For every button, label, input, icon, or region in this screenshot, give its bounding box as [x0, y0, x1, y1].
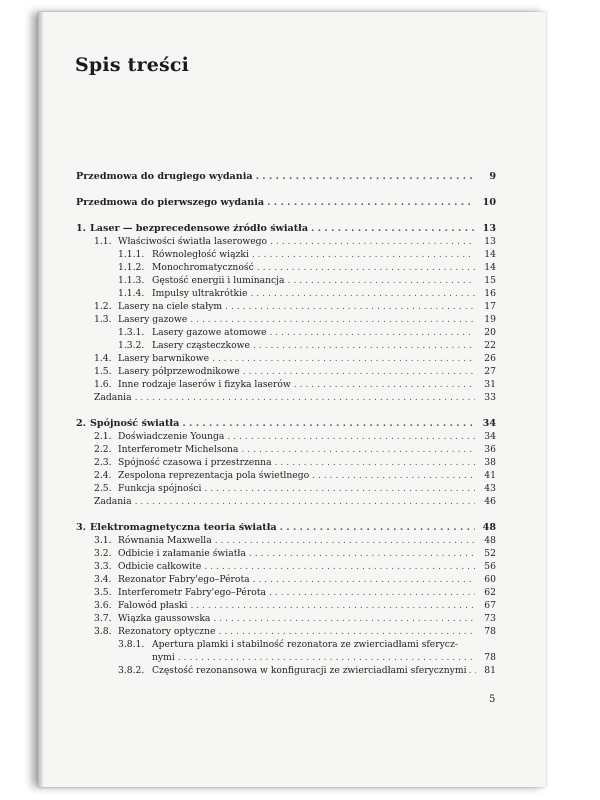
toc-entry-label: Doświadczenie Younga — [118, 431, 225, 442]
toc-entry-number: 1.1.3. — [118, 275, 145, 286]
toc-entry-number: 2.2. — [94, 444, 112, 455]
toc-exercises — [76, 495, 496, 508]
toc-entry-label: Rezonatory optyczne — [118, 626, 216, 637]
toc-entry-label: Lasery półprzewodnikowe — [118, 366, 240, 377]
toc-entry-page: 16 — [484, 288, 496, 299]
toc-entry-page: 38 — [484, 457, 496, 468]
toc-section — [76, 482, 496, 495]
toc-entry-number: 1.3.1. — [118, 327, 145, 338]
toc-entry-page: 62 — [484, 587, 496, 598]
toc-entry-page: 73 — [484, 613, 496, 624]
table-of-contents — [76, 170, 496, 677]
toc-subsection — [76, 664, 496, 677]
toc-entry-label: Gęstość energii i luminancja — [152, 275, 285, 286]
toc-entry-page: 36 — [484, 444, 496, 455]
toc-entry-page: 20 — [484, 327, 496, 338]
toc-section — [76, 573, 496, 586]
toc-subsection — [76, 339, 496, 352]
toc-entry-label: Elektromagnetyczna teoria światła — [90, 522, 277, 533]
toc-subsection — [76, 326, 496, 339]
toc-entry-label: Przedmowa do pierwszego wydania — [76, 197, 265, 208]
toc-entry-page: 78 — [484, 652, 496, 663]
toc-subsection — [76, 287, 496, 300]
toc-entry-number: 3.4. — [94, 574, 112, 585]
toc-entry-number: 1.6. — [94, 379, 112, 390]
toc-entry-label: Interferometr Fabry'ego–Pérota — [118, 587, 266, 598]
toc-entry-page: 10 — [482, 197, 496, 208]
toc-entry-label: Laser — bezprecedensowe źródło światła — [90, 223, 309, 234]
toc-entry-label: Lasery barwnikowe — [118, 353, 210, 364]
toc-entry-number: 2.3. — [94, 457, 112, 468]
toc-section — [76, 443, 496, 456]
toc-entry-page: 13 — [484, 236, 496, 247]
toc-entry-page: 46 — [484, 496, 496, 507]
toc-entry-page: 78 — [484, 626, 496, 637]
toc-entry-number: 1.1. — [94, 236, 112, 247]
toc-entry-label: Równoległość wiązki — [152, 249, 249, 260]
toc-entry-page: 31 — [484, 379, 496, 390]
toc-entry-label: Odbicie i załamanie światła — [118, 548, 246, 559]
toc-entry-number: 1.5. — [94, 366, 112, 377]
toc-entry-page: 22 — [484, 340, 496, 351]
toc-entry-page: 9 — [489, 171, 496, 182]
toc-entry-page: 81 — [484, 665, 496, 676]
toc-entry-page: 41 — [484, 470, 496, 481]
toc-entry-label: Monochromatyczność — [152, 262, 254, 273]
page-title: Spis treści — [75, 54, 190, 76]
toc-entry-label: Właściwości światła laserowego — [118, 236, 268, 247]
toc-entry-label: Spójność czasowa i przestrzenna — [118, 457, 272, 468]
toc-subsection-continuation — [76, 651, 496, 664]
toc-entry-preface-1 — [76, 196, 496, 209]
toc-section — [76, 365, 496, 378]
toc-entry-number: 3.5. — [94, 587, 112, 598]
toc-entry-number: 1.1.1. — [118, 249, 145, 260]
toc-entry-page: 67 — [484, 600, 496, 611]
toc-entry-page: 26 — [484, 353, 496, 364]
toc-section — [76, 313, 496, 326]
toc-section — [76, 547, 496, 560]
toc-subsection — [76, 261, 496, 274]
toc-entry-label: Zespolona reprezentacja pola świetlnego — [118, 470, 310, 481]
toc-entry-number: 3.2. — [94, 548, 112, 559]
toc-section — [76, 378, 496, 391]
toc-entry-number: 3.7. — [94, 613, 112, 624]
toc-section — [76, 534, 496, 547]
toc-subsection — [76, 638, 496, 651]
toc-entry-label: Inne rodzaje laserów i fizyka laserów — [118, 379, 291, 390]
toc-entry-page: 52 — [484, 548, 496, 559]
toc-entry-label: Impulsy ultrakrótkie — [152, 288, 248, 299]
toc-subsection — [76, 274, 496, 287]
toc-entry-label: Odbicie całkowite — [118, 561, 202, 572]
toc-section — [76, 235, 496, 248]
toc-entry-page: 19 — [484, 314, 496, 325]
toc-entry-number: 3.1. — [94, 535, 112, 546]
toc-entry-number: 1.3.2. — [118, 340, 145, 351]
toc-entry-label: Zadania — [94, 496, 132, 507]
toc-entry-page: 34 — [482, 418, 496, 429]
toc-entry-label: Lasery gazowe atomowe — [152, 327, 267, 338]
toc-section — [76, 599, 496, 612]
toc-entry-page: 33 — [484, 392, 496, 403]
toc-entry-number: 3.8.2. — [118, 665, 145, 676]
toc-entry-number: 1.1.4. — [118, 288, 145, 299]
toc-entry-page: 48 — [482, 522, 496, 533]
toc-section — [76, 612, 496, 625]
toc-entry-number: 1.3. — [94, 314, 112, 325]
toc-entry-page: 14 — [484, 249, 496, 260]
toc-entry-label: Przedmowa do drugiego wydania — [76, 171, 253, 182]
toc-entry-page: 14 — [484, 262, 496, 273]
toc-section — [76, 560, 496, 573]
toc-entry-label: Lasery cząsteczkowe — [152, 340, 250, 351]
toc-entry-preface-2 — [76, 170, 496, 183]
toc-entry-label: Częstość rezonansowa w konfiguracji ze zwierciadłami sferycznymi — [152, 665, 467, 676]
toc-entry-label: Lasery gazowe — [118, 314, 188, 325]
toc-section — [76, 625, 496, 638]
toc-entry-page: 15 — [484, 275, 496, 286]
toc-entry-number: 3.8. — [94, 626, 112, 637]
toc-section — [76, 456, 496, 469]
toc-entry-label: Wiązka gaussowska — [118, 613, 211, 624]
toc-section — [76, 469, 496, 482]
toc-entry-number: 2.4. — [94, 470, 112, 481]
toc-entry-number: 1.2. — [94, 301, 112, 312]
toc-entry-page: 43 — [484, 483, 496, 494]
toc-entry-label: Funkcja spójności — [118, 483, 202, 494]
toc-section — [76, 352, 496, 365]
toc-subsection — [76, 248, 496, 261]
toc-entry-number: 3.6. — [94, 600, 112, 611]
toc-entry-number: 1. — [76, 223, 87, 234]
toc-entry-label: Rezonator Fabry'ego–Pérota — [118, 574, 250, 585]
toc-entry-number: 2.1. — [94, 431, 112, 442]
toc-section — [76, 586, 496, 599]
toc-entry-label: Równania Maxwella — [118, 535, 212, 546]
toc-entry-label: Lasery na ciele stałym — [118, 301, 223, 312]
toc-entry-page: 27 — [484, 366, 496, 377]
toc-entry-label: Interferometr Michelsona — [118, 444, 239, 455]
toc-entry-page: 17 — [484, 301, 496, 312]
toc-entry-label: Apertura plamki i stabilność rezonatora ze zwierciadłami sferycz- — [152, 639, 458, 650]
toc-chapter-3 — [76, 521, 496, 534]
toc-exercises — [76, 391, 496, 404]
toc-entry-page: 13 — [482, 223, 496, 234]
toc-section — [76, 300, 496, 313]
book-page — [38, 12, 546, 787]
toc-entry-number: 1.4. — [94, 353, 112, 364]
toc-section — [76, 430, 496, 443]
toc-entry-label: Zadania — [94, 392, 132, 403]
toc-chapter-1 — [76, 222, 496, 235]
toc-entry-label-continuation: nymi — [152, 652, 175, 663]
toc-entry-label: Spójność światła — [90, 418, 180, 429]
toc-entry-page: 48 — [484, 535, 496, 546]
toc-entry-number: 2. — [76, 418, 87, 429]
toc-entry-page: 34 — [484, 431, 496, 442]
toc-entry-number: 1.1.2. — [118, 262, 145, 273]
toc-chapter-2 — [76, 417, 496, 430]
toc-entry-number: 3.3. — [94, 561, 112, 572]
page-number: 5 — [489, 694, 496, 705]
toc-entry-label: Falowód płaski — [118, 600, 188, 611]
toc-entry-page: 56 — [484, 561, 496, 572]
toc-entry-page: 60 — [484, 574, 496, 585]
toc-entry-number: 3. — [76, 522, 87, 533]
toc-entry-number: 3.8.1. — [118, 639, 145, 650]
toc-entry-number: 2.5. — [94, 483, 112, 494]
